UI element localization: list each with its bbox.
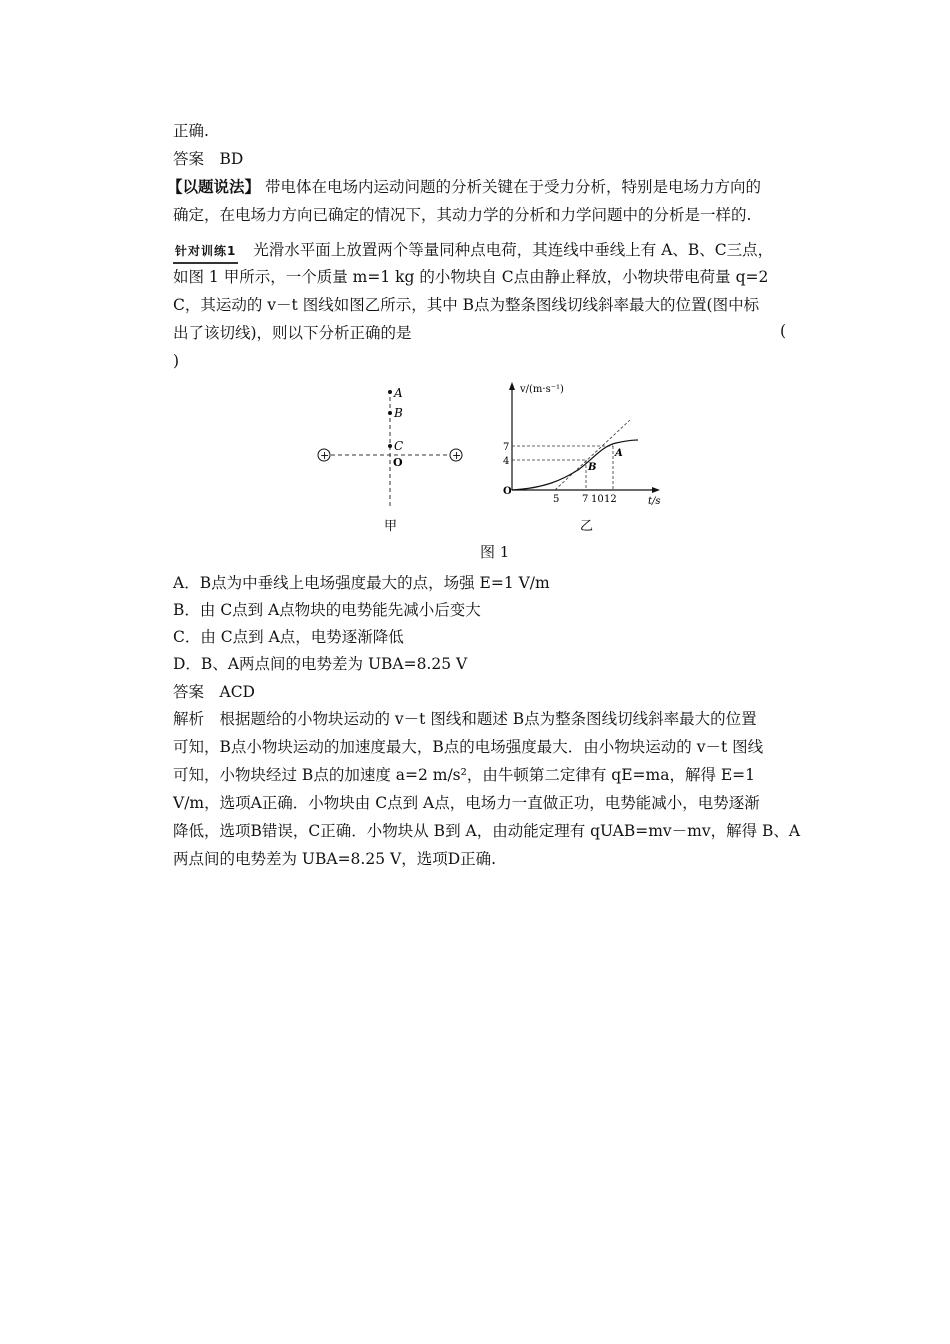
answer-paren-open: ( — [780, 322, 787, 340]
explanation-line: 可知，小物块经过 B点的加速度 a=2 m/s²，由牛顿第二定律有 qE=ma，解得 E=1 — [173, 766, 756, 784]
x-tick-12: 12 — [604, 494, 617, 505]
text-line — [167, 176, 761, 198]
figure-right-label: 乙 — [580, 519, 594, 534]
point-b-right-label: B — [588, 462, 597, 473]
point-b-label: B — [394, 406, 403, 420]
text-line: 如图 1 甲所示，一个质量 m=1 kg 的小物块自 C点由静止释放，小物块带电荷量 q=2 — [173, 268, 769, 286]
point-a-dot — [388, 390, 392, 394]
charge-right-symbol: + — [452, 449, 462, 462]
origin-label-right: O — [503, 486, 512, 497]
y-axis-label: v/(m·s⁻¹) — [520, 384, 564, 395]
section-tag: 【以题说法】 — [167, 177, 261, 196]
x-tick-7: 7 — [582, 494, 589, 505]
explanation-line: 降低，选项B错误，C正确．小物块从 B到 A，由动能定理有 qUAB=mv－mv，解得 B、A — [173, 822, 801, 840]
explanation-line: 解析 根据题给的小物块运动的 v－t 图线和题述 B点为整条图线切线斜率最大的位置 — [173, 710, 757, 728]
text-line: 正确. — [173, 122, 209, 140]
figure-caption: 图 1 — [480, 543, 510, 561]
answer-line-2: 答案 ACD — [173, 683, 255, 701]
practice-badge: 针对训练1 — [173, 240, 238, 264]
figure-right — [503, 382, 661, 534]
figure-1 — [300, 380, 680, 540]
charge-right — [450, 449, 462, 462]
point-a-label: A — [394, 386, 403, 400]
charge-left-symbol: + — [320, 449, 330, 462]
x-axis-arrow — [652, 487, 660, 493]
y-axis-arrow — [509, 382, 515, 390]
x-tick-5: 5 — [553, 494, 560, 505]
explanation-line: V/m，选项A正确．小物块由 C点到 A点，电场力一直做正功，电势能减小，电势逐渐 — [173, 794, 760, 812]
text-line: 确定，在电场力方向已确定的情况下，其动力学的分析和力学问题中的分析是一样的. — [173, 206, 752, 224]
x-axis-label: t/s — [648, 496, 661, 507]
origin-label: O — [393, 456, 403, 469]
point-c-label: C — [394, 439, 404, 453]
option-b: B．由 C点到 A点物块的电势能先减小后变大 — [173, 601, 481, 619]
point-b-dot — [388, 411, 392, 415]
answer-paren-close: ) — [173, 352, 180, 370]
point-a-right-label: A — [615, 448, 623, 459]
option-c: C．由 C点到 A点，电势逐渐降低 — [173, 628, 404, 646]
figure-left-label: 甲 — [384, 519, 398, 534]
figure-left — [318, 386, 462, 534]
option-d: D．B、A两点间的电势差为 UBA=8.25 V — [173, 655, 468, 673]
y-tick-7: 7 — [503, 442, 510, 453]
explanation-line: 可知，B点小物块运动的加速度最大，B点的电场强度最大．由小物块运动的 v－t 图线 — [173, 738, 764, 756]
text-span: 光滑水平面上放置两个等量同种点电荷，其连线中垂线上有 A、B、C三点， — [253, 241, 774, 259]
text-line: C，其运动的 v－t 图线如图乙所示，其中 B点为整条图线切线斜率最大的位置(图中标 — [173, 296, 760, 314]
explanation-line: 两点间的电势差为 UBA=8.25 V，选项D正确. — [173, 850, 497, 868]
y-tick-4: 4 — [503, 456, 510, 467]
point-c-dot — [388, 444, 392, 448]
charge-left — [318, 449, 330, 462]
answer-line: 答案 BD — [173, 150, 244, 168]
text-line — [173, 239, 773, 264]
option-a: A．B点为中垂线上电场强度最大的点，场强 E=1 V/m — [173, 574, 550, 592]
text-span: 带电体在电场内运动问题的分析关键在于受力分析，特别是电场力方向的 — [264, 178, 761, 196]
x-tick-10: 10 — [591, 494, 604, 505]
text-line: 出了该切线)，则以下分析正确的是 — [173, 324, 412, 342]
